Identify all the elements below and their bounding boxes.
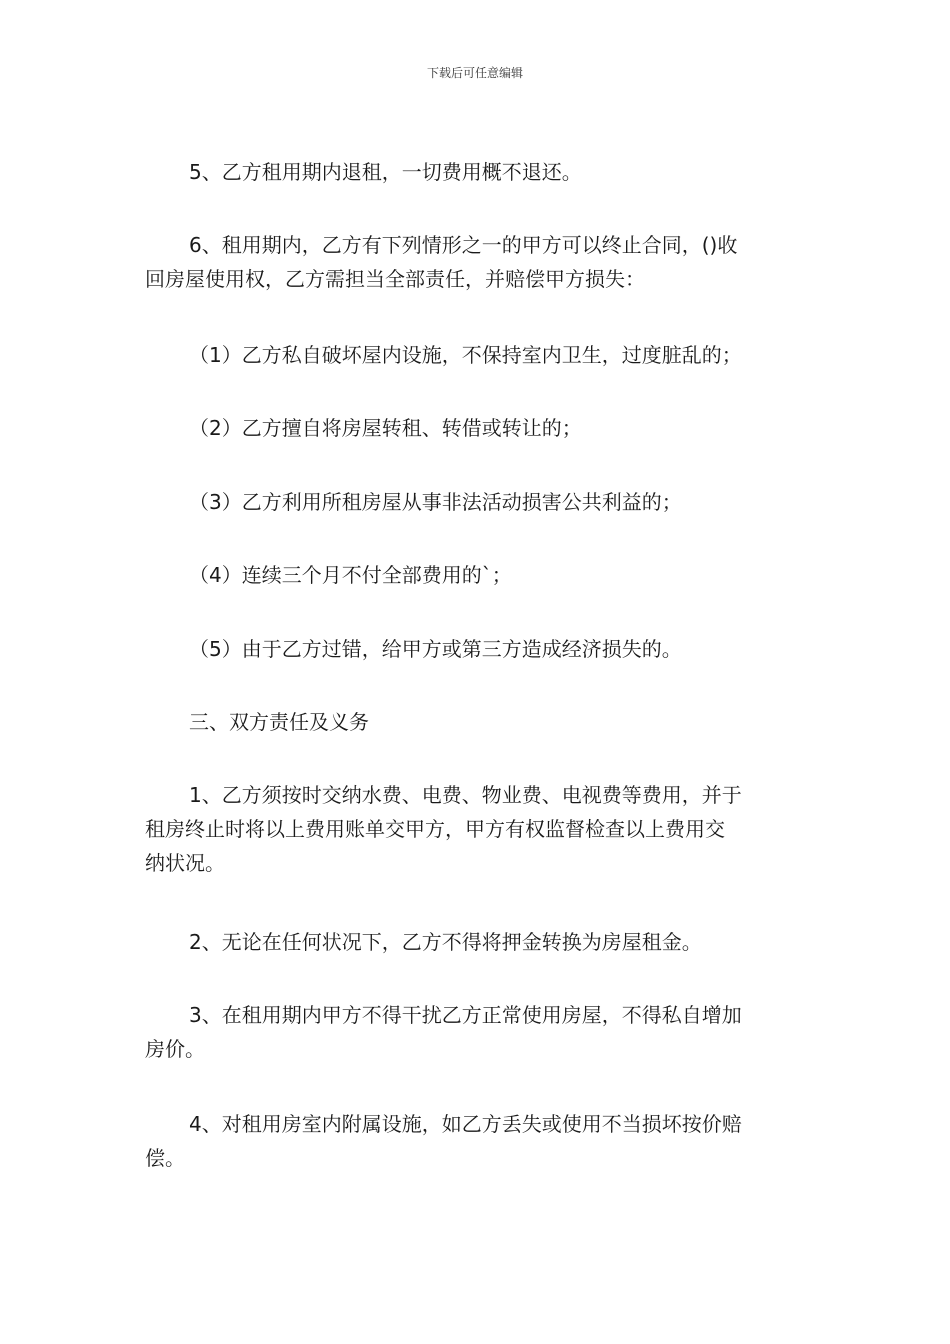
paragraph-line: （4）连续三个月不付全部费用的`； [189, 563, 512, 587]
paragraph-line: （3）乙方利用所租房屋从事非法活动损害公共利益的； [189, 490, 682, 514]
paragraph-line: 纳状况。 [145, 851, 225, 875]
paragraph-item-1 [145, 338, 807, 372]
page-header: 下载后可任意编辑 [426, 66, 523, 80]
paragraph-line: （2）乙方擅自将房屋转租、转借或转让的； [189, 416, 582, 440]
paragraph-line: 5、乙方租用期内退租，一切费用概不退还。 [189, 160, 582, 184]
paragraph-item-5 [145, 632, 807, 666]
paragraph-line: 3、在租用期内甲方不得干扰乙方正常使用房屋，不得私自增加 [189, 1003, 742, 1027]
paragraph-line: （5）由于乙方过错，给甲方或第三方造成经济损失的。 [189, 637, 682, 661]
paragraph-line: （1）乙方私自破坏屋内设施，不保持室内卫生，过度脏乱的； [189, 343, 742, 367]
paragraph-line: 租房终止时将以上费用账单交甲方，甲方有权监督检查以上费用交 [145, 817, 725, 841]
paragraph-line: 1、乙方须按时交纳水费、电费、物业费、电视费等费用，并于 [189, 783, 742, 807]
paragraph-line: 房价。 [145, 1037, 205, 1061]
paragraph-item-3 [145, 485, 807, 519]
paragraph-duty-2 [145, 925, 807, 959]
paragraph-item-2 [145, 411, 807, 445]
paragraph-line: 4、对租用房室内附属设施，如乙方丢失或使用不当损坏按价赔 [189, 1112, 742, 1136]
paragraph-duty-1 [145, 778, 807, 880]
section-heading [145, 705, 807, 739]
paragraph-line: 三、双方责任及义务 [189, 710, 369, 734]
paragraph-item-4 [145, 558, 807, 592]
paragraph-refund-clause [145, 155, 807, 189]
paragraph-duty-3 [145, 998, 807, 1066]
paragraph-line: 偿。 [145, 1146, 185, 1170]
paragraph-line: 回房屋使用权，乙方需担当全部责任，并赔偿甲方损失： [145, 267, 645, 291]
paragraph-line: 6、租用期内，乙方有下列情形之一的甲方可以终止合同，()收 [189, 233, 738, 257]
paragraph-line: 2、无论在任何状况下，乙方不得将押金转换为房屋租金。 [189, 930, 702, 954]
paragraph-duty-4 [145, 1107, 807, 1175]
paragraph-termination-clause [145, 228, 807, 296]
